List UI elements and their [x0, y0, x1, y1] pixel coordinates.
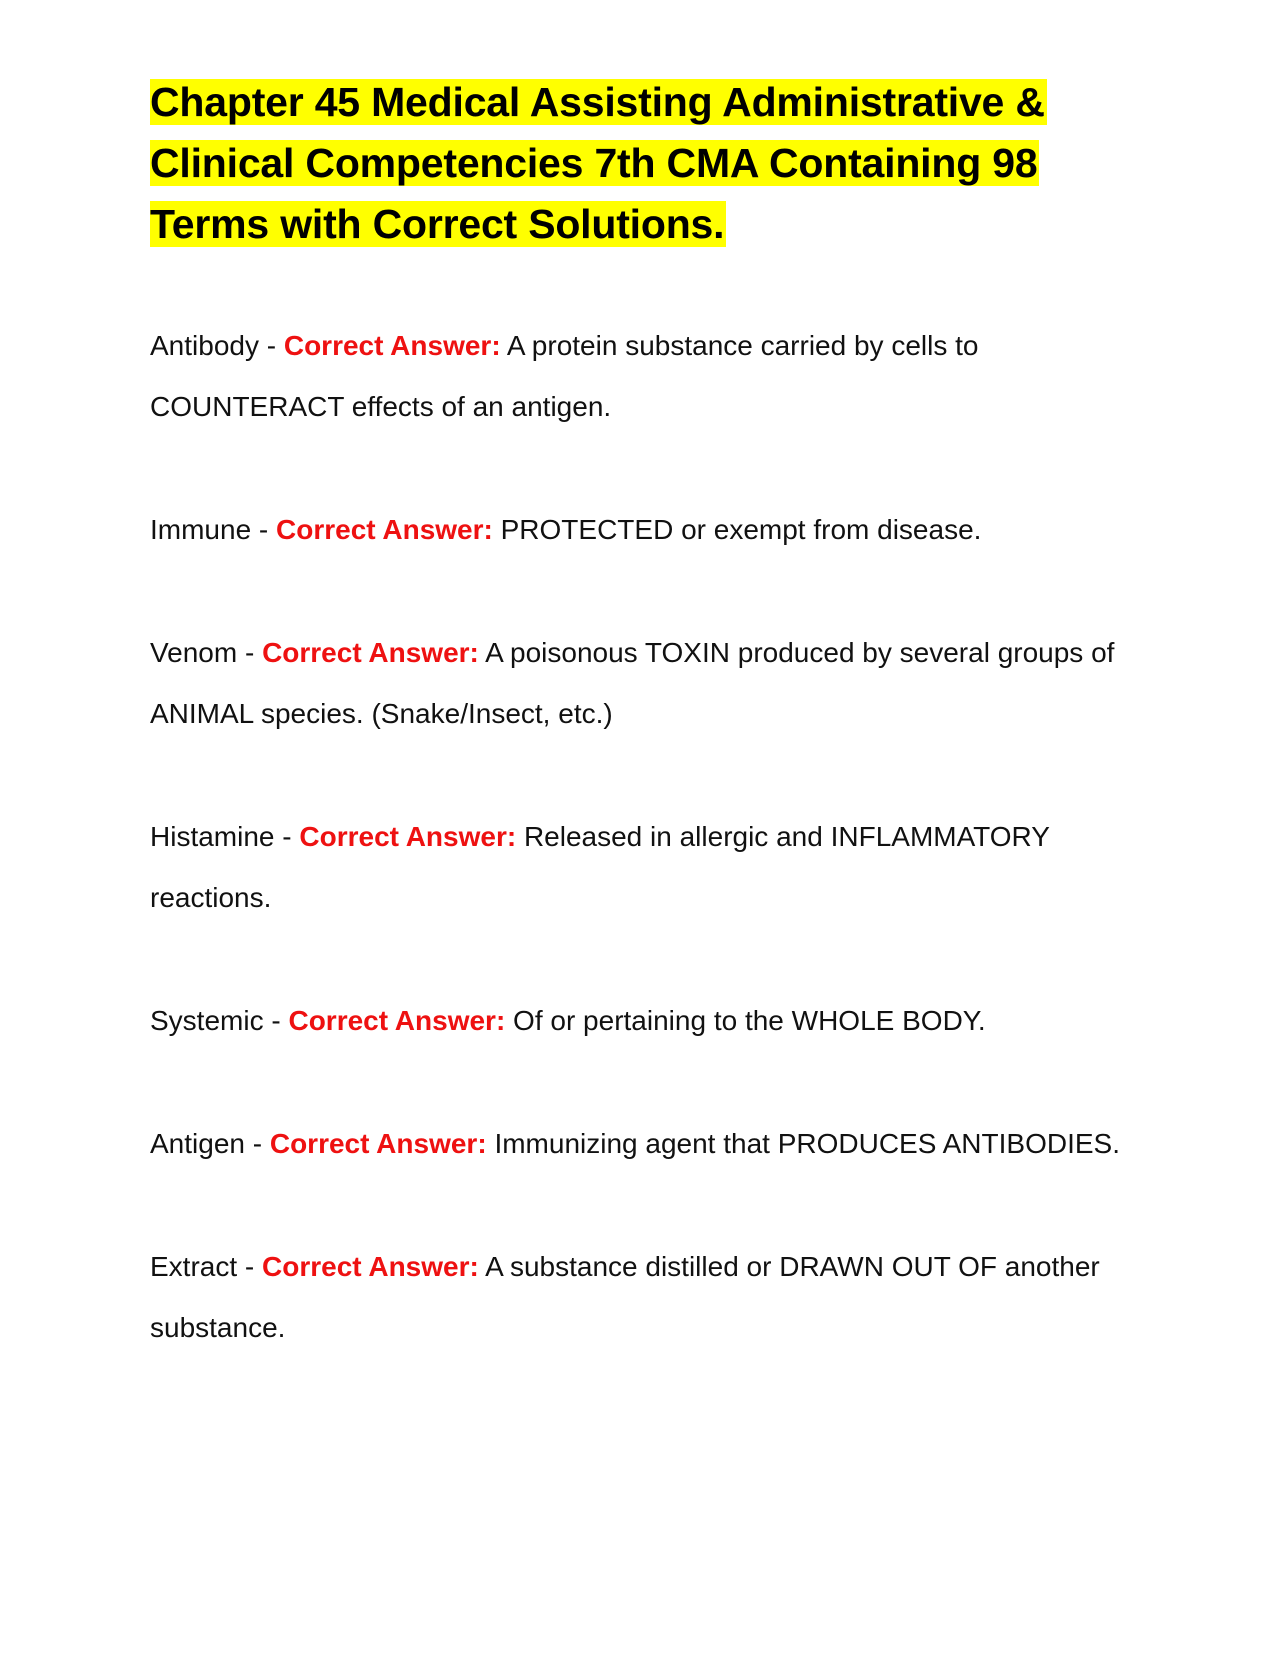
answer-label: Correct Answer:: [283, 330, 501, 361]
term-entry: [150, 1236, 1130, 1358]
term-definition: A substance distilled or DRAWN OUT OF another substance.: [150, 1251, 1100, 1343]
document-page: [150, 72, 1130, 1420]
term-name: Systemic: [150, 1005, 264, 1036]
term-definition: A protein substance carried by cells to COUNTERACT effects of an antigen.: [150, 330, 979, 422]
term-entry: [150, 499, 1130, 560]
term-name: Immune: [150, 514, 252, 545]
term-entry: [150, 315, 1130, 437]
answer-label: Correct Answer:: [262, 637, 479, 668]
term-name: Antibody: [150, 330, 259, 361]
term-separator: -: [251, 514, 277, 545]
term-name: Venom: [150, 637, 238, 668]
answer-label: Correct Answer:: [262, 1251, 479, 1282]
term-entry: [150, 806, 1130, 928]
term-definition: A poisonous TOXIN produced by several groups of ANIMAL species. (Snake/Insect, etc.): [150, 637, 1115, 729]
answer-label: Correct Answer:: [299, 821, 517, 852]
term-separator: -: [237, 637, 263, 668]
term-name: Histamine: [150, 821, 275, 852]
term-separator: -: [274, 821, 300, 852]
term-entry: [150, 990, 1130, 1051]
term-separator: -: [244, 1128, 270, 1159]
answer-label: Correct Answer:: [276, 514, 493, 545]
document-title: [150, 72, 1130, 255]
term-separator: -: [263, 1005, 289, 1036]
term-definition: PROTECTED or exempt from disease.: [500, 514, 982, 545]
term-definition: Of or pertaining to the WHOLE BODY.: [513, 1005, 986, 1036]
answer-label: Correct Answer:: [288, 1005, 506, 1036]
term-entry: [150, 622, 1130, 744]
term-separator: -: [258, 330, 284, 361]
term-entry: [150, 1113, 1130, 1174]
term-name: Extract: [150, 1251, 238, 1282]
term-name: Antigen: [150, 1128, 245, 1159]
term-definition: Released in allergic and INFLAMMATORY reactions.: [150, 821, 1050, 913]
term-definition: Immunizing agent that PRODUCES ANTIBODIES.: [494, 1128, 1120, 1159]
title-highlight: Chapter 45 Medical Assisting Administrative & Clinical Competencies 7th CMA Containing 98 Terms with Correct Solutions.: [150, 79, 1045, 247]
term-separator: -: [237, 1251, 263, 1282]
answer-label: Correct Answer:: [269, 1128, 487, 1159]
term-list: [150, 315, 1130, 1358]
